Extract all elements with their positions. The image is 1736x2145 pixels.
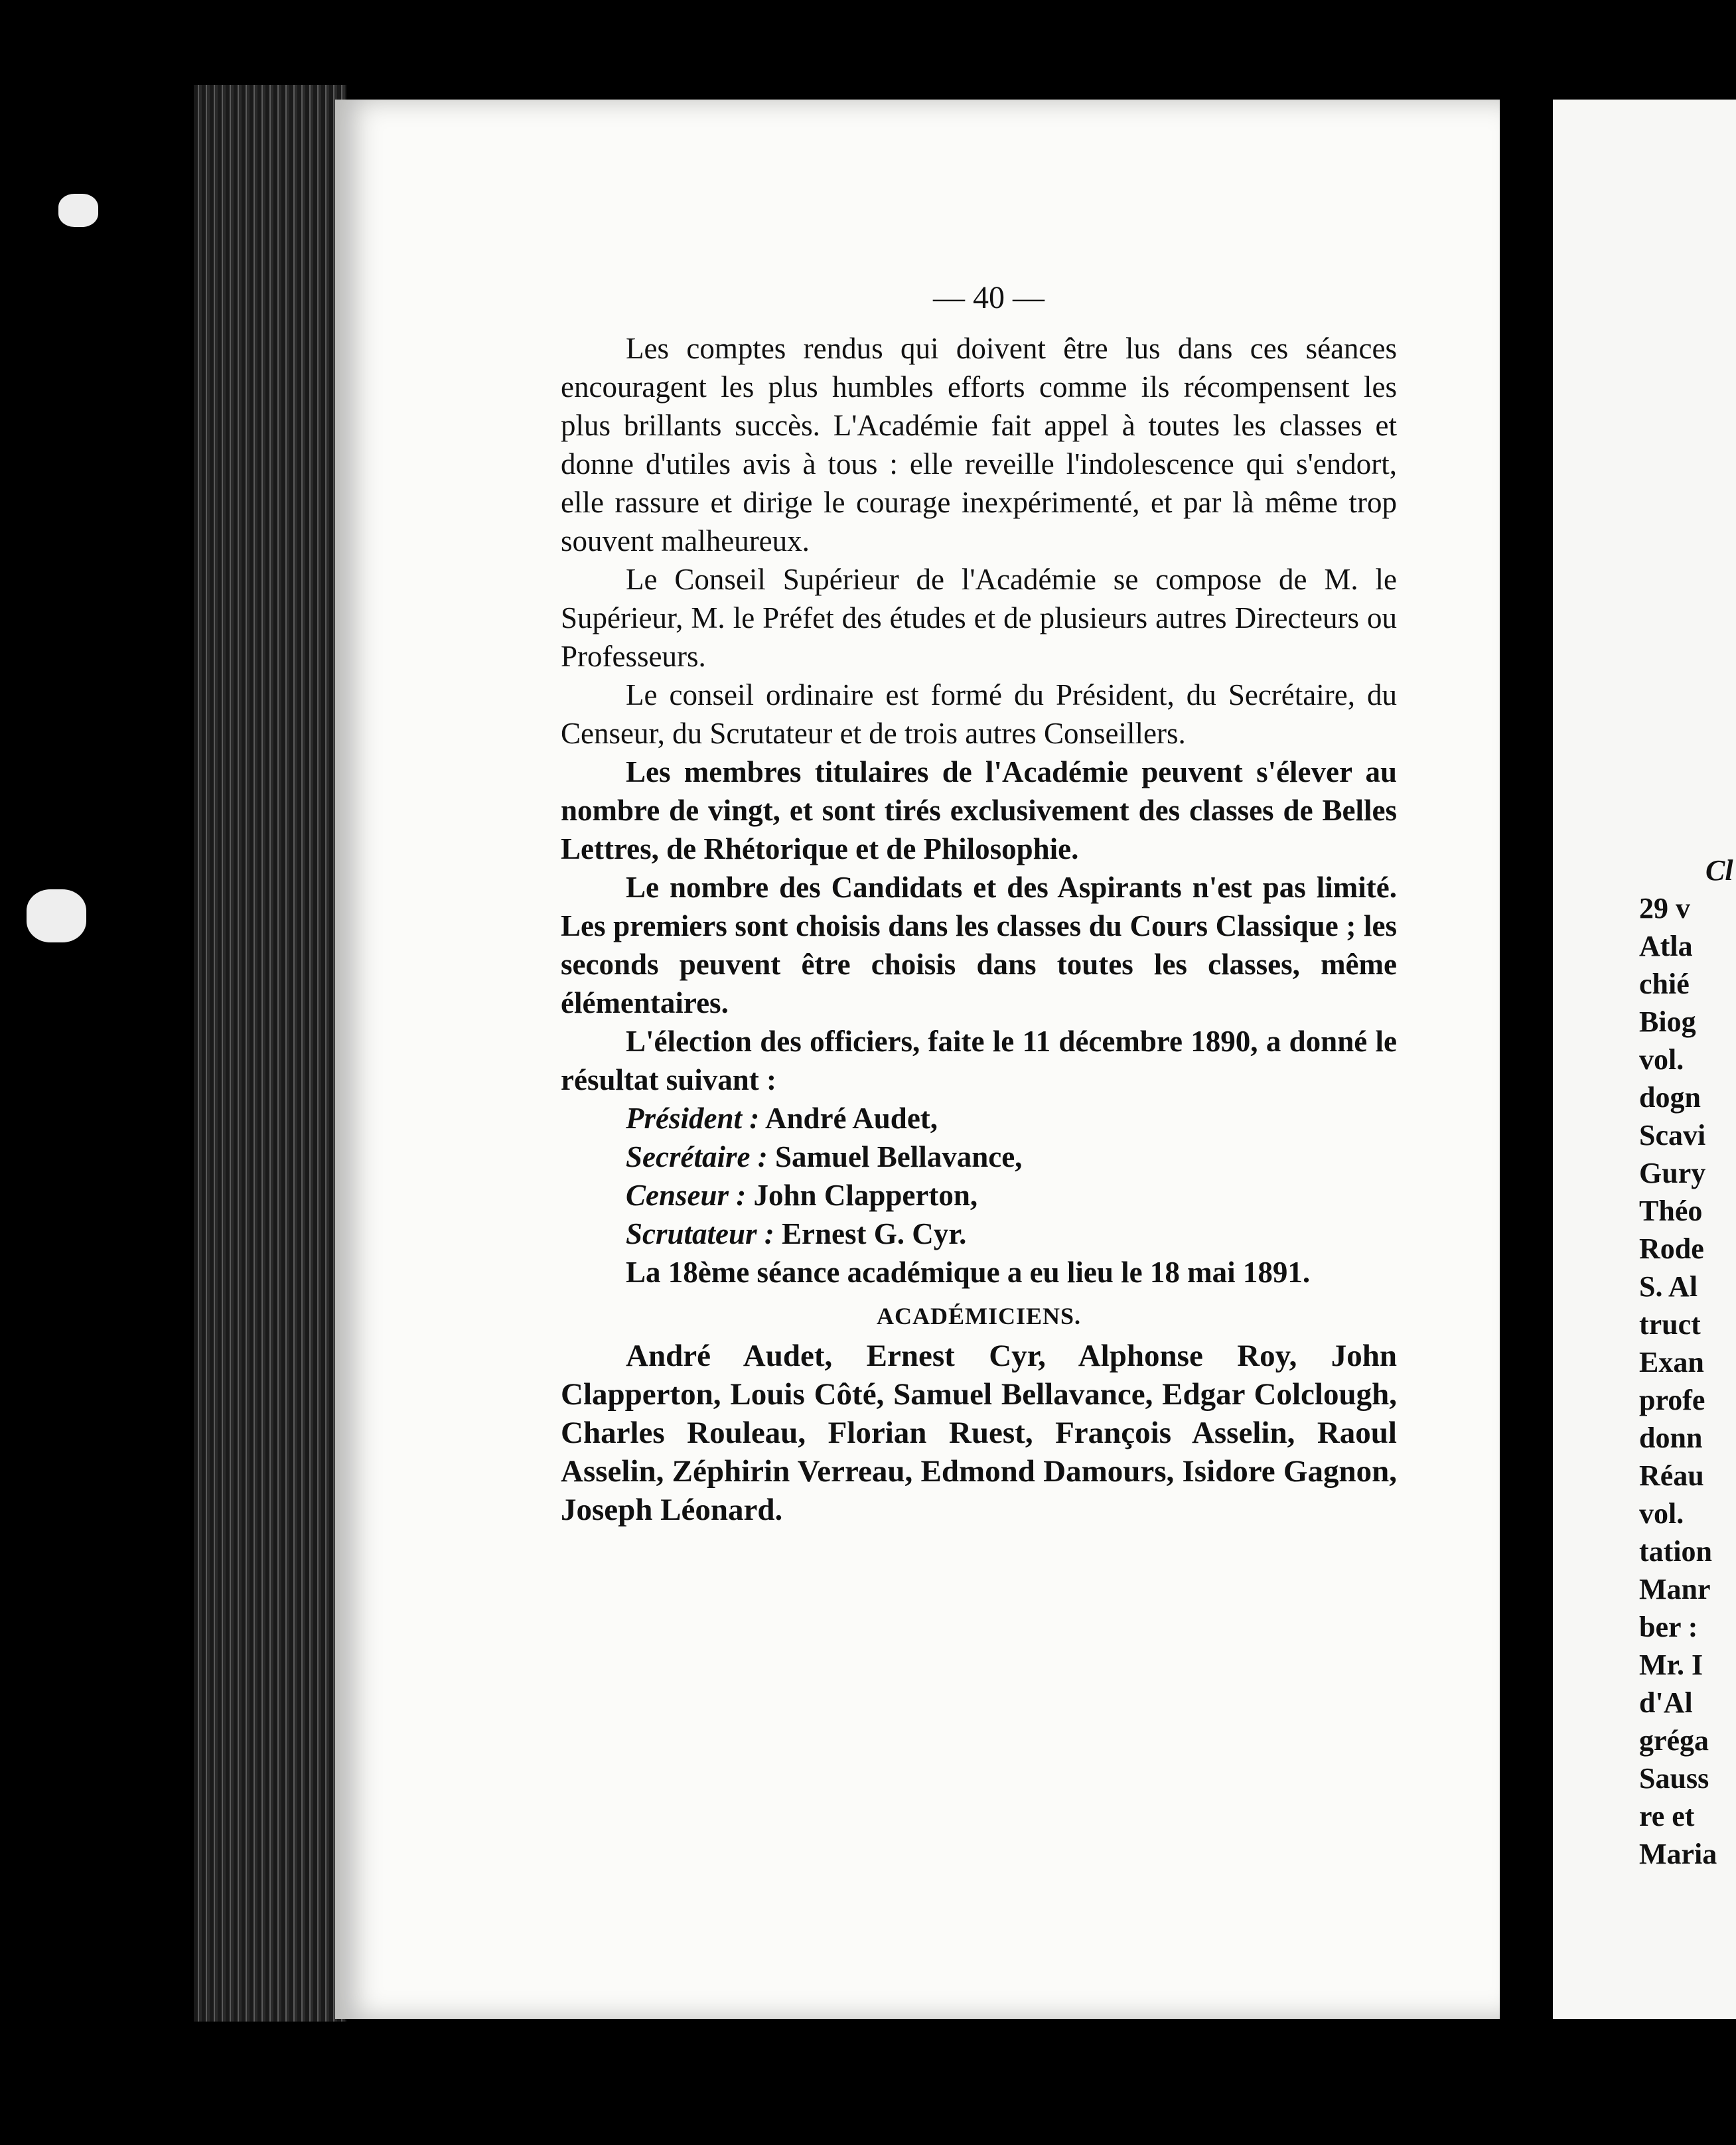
officer-name: Samuel Bellavance,: [774, 1140, 1023, 1173]
right-page-fragment-line: Gury: [1639, 1157, 1706, 1189]
film-speck: [27, 889, 86, 942]
right-page-fragment-line: Manr: [1639, 1573, 1711, 1605]
film-speck: [58, 194, 98, 227]
officer-role: Président :: [626, 1102, 760, 1135]
right-page-fragment-line: re et: [1639, 1800, 1695, 1832]
page-number: — 40 —: [933, 280, 1045, 315]
paragraph-election: L'élection des officiers, faite le 11 décembre 1890, a donné le résultat suivant :: [561, 1025, 1397, 1096]
paragraph-seance: La 18ème séance académique a eu lieu le 18 mai 1891.: [626, 1256, 1311, 1289]
right-page-fragment-line: dogn: [1639, 1081, 1701, 1114]
paragraph-candidats: Le nombre des Candidats et des Aspirants n'est pas limité. Les premiers sont choisis dans les classes du Cours Classique ; les seconds peuvent être choisis dans toutes les classes, même élémentaires.: [561, 871, 1397, 1019]
right-page-fragment-line: Exan: [1639, 1346, 1704, 1378]
paragraph-conseil-ordinaire: Le conseil ordinaire est formé du Président, du Secrétaire, du Censeur, du Scrutateur et de trois autres Conseillers.: [561, 678, 1397, 750]
officer-censeur: [561, 1176, 1397, 1215]
right-page-fragment-line: S. Al: [1639, 1270, 1698, 1303]
right-page-fragment-line: Maria: [1639, 1838, 1717, 1870]
book-page-edges: [194, 85, 346, 2022]
right-page-fragment-line: d'Al: [1639, 1686, 1693, 1719]
right-page-fragment-line: 29 v: [1639, 892, 1690, 925]
officer-name: Ernest G. Cyr.: [782, 1217, 967, 1250]
officer-role: Censeur :: [626, 1179, 747, 1212]
paragraph-conseil-superieur: Le Conseil Supérieur de l'Académie se compose de M. le Supérieur, M. le Préfet des études et de plusieurs autres Directeurs ou Professeurs.: [561, 563, 1397, 673]
right-page-fragment-line: ber :: [1639, 1611, 1698, 1643]
right-page-fragment-line: Biog: [1639, 1005, 1696, 1038]
right-page-fragment-line: vol.: [1639, 1043, 1684, 1076]
right-page-fragment-line: vol.: [1639, 1497, 1684, 1530]
right-page-fragment-line: Rode: [1639, 1232, 1704, 1265]
right-page-fragment-line: Mr. I: [1639, 1649, 1703, 1681]
officer-name: John Clapperton,: [753, 1179, 978, 1212]
paragraph-membres-titulaires: Les membres titulaires de l'Académie peuvent s'élever au nombre de vingt, et sont tirés exclusivement des classes de Belles Lettres, de Rhétorique et de Philosophie.: [561, 755, 1397, 865]
right-page-fragment-line: Cl: [1705, 854, 1733, 887]
right-page-fragment-line: tation: [1639, 1535, 1712, 1568]
right-page-fragment-line: chié: [1639, 968, 1690, 1000]
page-content: [561, 279, 1397, 1529]
right-page-fragment: [1553, 100, 1736, 2019]
members-heading: ACADÉMICIENS.: [876, 1303, 1082, 1329]
members-list: André Audet, Ernest Cyr, Alphonse Roy, John Clapperton, Louis Côté, Samuel Bellavance, Edgar Colclough, Charles Rouleau, Florian Ruest, François Asselin, Raoul Asselin, Zéphirin Verreau, Edmond Damours, Isidore Gagnon, Joseph Léonard.: [561, 1339, 1397, 1527]
right-page-fragment-line: donn: [1639, 1422, 1703, 1454]
officer-role: Scrutateur :: [626, 1217, 774, 1250]
right-page-fragment-line: Scavi: [1639, 1119, 1706, 1151]
officer-secretaire: [561, 1138, 1397, 1176]
right-page-fragment-line: profe: [1639, 1384, 1705, 1416]
right-page-fragment-line: gréga: [1639, 1724, 1709, 1757]
right-page-fragment-line: truct: [1639, 1308, 1701, 1341]
officer-role: Secrétaire :: [626, 1140, 768, 1173]
officer-president: [561, 1099, 1397, 1138]
officer-name: André Audet,: [765, 1102, 938, 1135]
right-page-fragment-line: Théo: [1639, 1195, 1703, 1227]
paragraph-comptes-rendus: Les comptes rendus qui doivent être lus dans ces séances encouragent les plus humbles efforts comme ils récompensent les plus brillants succès. L'Académie fait appel à toutes les classes et donne d'utiles avis à tous : elle reveille l'indolescence qui s'endort, elle rassure et dirige le courage inexpérimenté, et par là même trop souvent malheureux.: [561, 332, 1397, 557]
right-page-fragment-line: Réau: [1639, 1459, 1704, 1492]
right-page-fragment-line: Sauss: [1639, 1762, 1709, 1795]
officer-scrutateur: [561, 1215, 1397, 1253]
right-page-fragment-line: Atla: [1639, 930, 1693, 962]
